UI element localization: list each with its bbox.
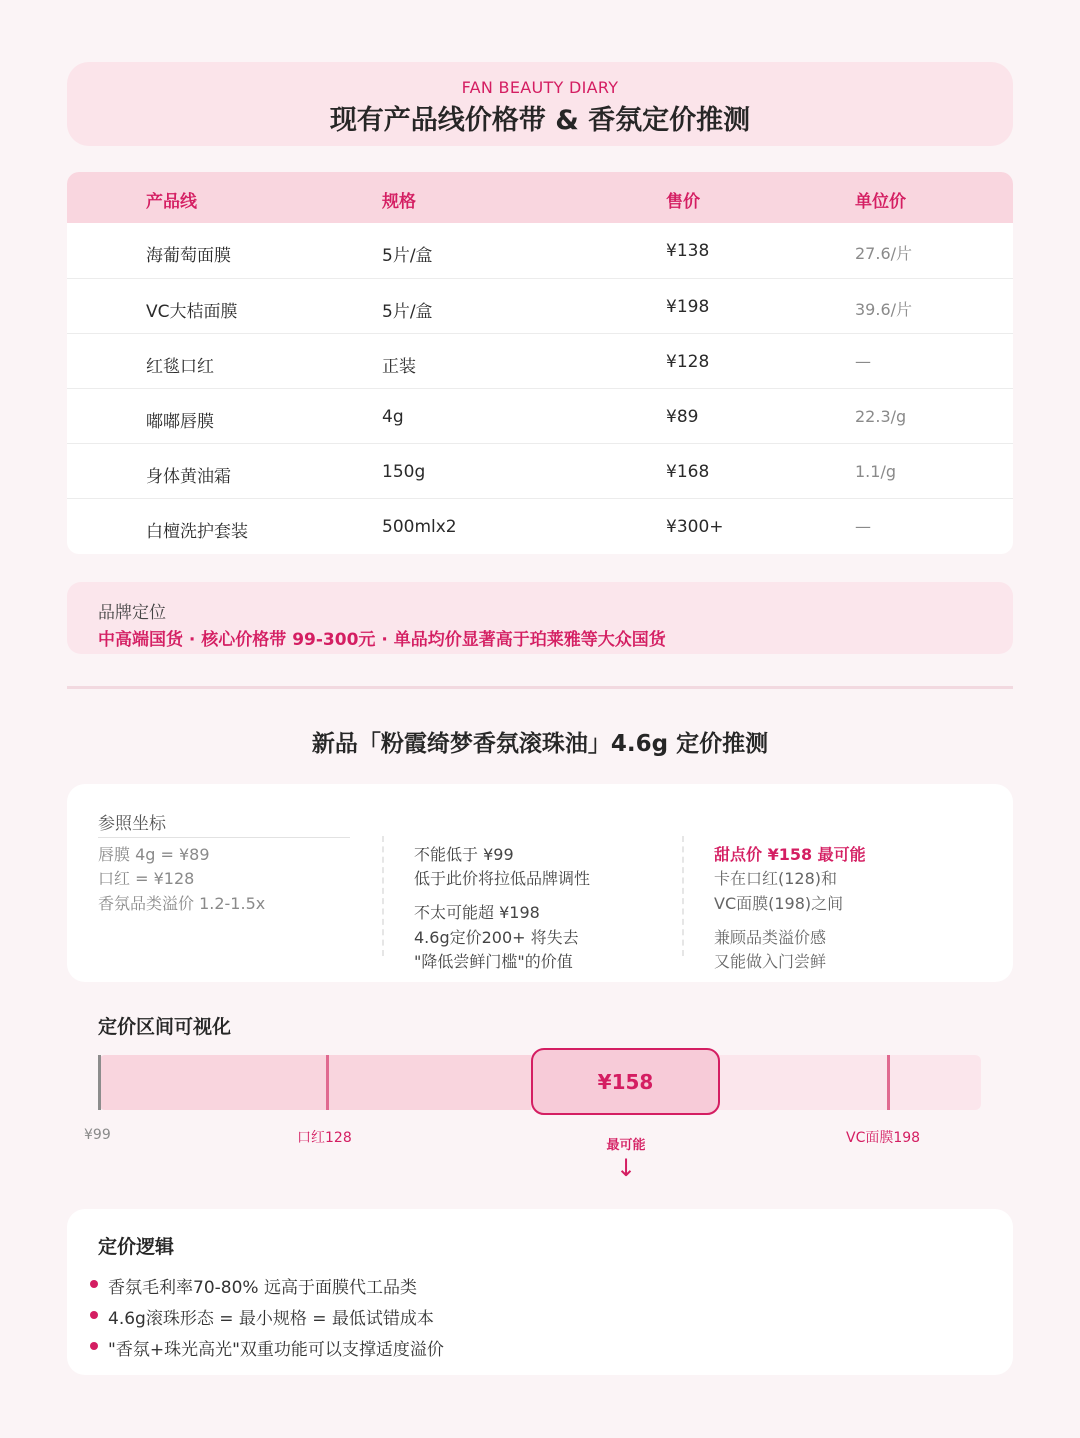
cell-product: 海葡萄面膜 xyxy=(146,246,231,266)
section-title: 新品「粉霞绮梦香氛滚珠油」4.6g 定价推测 xyxy=(311,731,769,757)
band-label-likely: 最可能 xyxy=(606,1138,646,1153)
cell-unit-price: — xyxy=(855,352,871,371)
sweet-price-value: ¥158 xyxy=(597,1070,654,1094)
cell-price: ¥89 xyxy=(666,407,699,427)
cell-unit-price: 39.6/片 xyxy=(855,300,913,319)
sweet-price-note: 又能做入门尝鲜 xyxy=(714,952,827,971)
floor-rule-note: 低于此价将拉低品牌调性 xyxy=(414,869,591,888)
sweet-price-note: VC面膜(198)之间 xyxy=(714,894,844,913)
cell-unit-price: — xyxy=(855,517,871,536)
bullet-dot-icon xyxy=(90,1311,98,1319)
cell-spec: 5片/盒 xyxy=(382,302,433,322)
table-row xyxy=(67,388,1013,444)
cell-spec: 4g xyxy=(382,407,404,427)
cell-product: VC大桔面膜 xyxy=(146,302,238,322)
cell-spec: 150g xyxy=(382,462,426,482)
cell-spec: 正装 xyxy=(382,357,416,377)
section-divider xyxy=(67,686,1013,689)
column-header-spec: 规格 xyxy=(382,192,416,212)
logic-item-text: 4.6g滚珠形态 = 最小规格 = 最低试错成本 xyxy=(108,1309,434,1329)
logic-item xyxy=(108,1335,444,1360)
logic-item-text: "香氛+珠光高光"双重功能可以支撑适度溢价 xyxy=(108,1340,444,1360)
tick-128 xyxy=(326,1055,329,1110)
cell-product: 身体黄油霜 xyxy=(146,467,231,487)
positioning-text: 中高端国货 · 核心价格带 99-300元 · 单品均价显著高于珀莱雅等大众国货 xyxy=(98,630,666,650)
visual-title: 定价区间可视化 xyxy=(98,1016,232,1038)
logic-item xyxy=(108,1304,434,1329)
reference-item: 唇膜 4g = ¥89 xyxy=(98,845,210,864)
brand-positioning-box xyxy=(67,582,1013,654)
band-label-lipstick: 口红128 xyxy=(297,1130,352,1146)
column-divider xyxy=(382,836,384,956)
reference-item: 香氛品类溢价 1.2-1.5x xyxy=(98,894,266,913)
column-header-product: 产品线 xyxy=(146,192,197,212)
sweet-price-marker xyxy=(531,1048,720,1115)
cell-unit-price: 1.1/g xyxy=(855,462,896,481)
tick-99 xyxy=(98,1055,101,1110)
sweet-price-highlight: 甜点价 ¥158 最可能 xyxy=(714,845,866,864)
column-divider xyxy=(682,836,684,956)
header-banner xyxy=(67,62,1013,146)
cell-price: ¥128 xyxy=(666,352,710,372)
band-label-start: ¥99 xyxy=(84,1127,111,1143)
cell-price: ¥198 xyxy=(666,297,710,317)
page-title: 现有产品线价格带 & 香氛定价推测 xyxy=(329,105,751,136)
table-row xyxy=(67,278,1013,334)
header-kicker: FAN BEAUTY DIARY xyxy=(461,78,619,97)
arrow-down-icon: ↓ xyxy=(615,1154,637,1182)
cell-spec: 500mlx2 xyxy=(382,517,457,537)
logic-item xyxy=(108,1273,417,1298)
logic-heading: 定价逻辑 xyxy=(98,1236,175,1258)
band-label-vc: VC面膜198 xyxy=(846,1130,921,1146)
reference-card xyxy=(67,784,1013,982)
cell-price: ¥168 xyxy=(666,462,710,482)
pricing-logic-card xyxy=(67,1209,1013,1375)
logic-item-text: 香氛毛利率70-80% 远高于面膜代工品类 xyxy=(108,1278,417,1298)
floor-rule: 不能低于 ¥99 xyxy=(414,845,514,864)
cell-unit-price: 27.6/片 xyxy=(855,244,913,263)
cell-product: 红毯口红 xyxy=(146,357,214,377)
reference-item: 口红 = ¥128 xyxy=(98,869,195,888)
cell-unit-price: 22.3/g xyxy=(855,407,907,426)
table-row xyxy=(67,333,1013,389)
table-row xyxy=(67,443,1013,499)
table-row xyxy=(67,498,1013,554)
ceiling-rule-note: 4.6g定价200+ 将失去 xyxy=(414,928,579,947)
sweet-price-note: 卡在口红(128)和 xyxy=(714,869,838,888)
cell-price: ¥138 xyxy=(666,241,710,261)
positioning-label: 品牌定位 xyxy=(98,603,166,623)
cell-product: 白檀洗护套装 xyxy=(146,522,248,542)
reference-underline xyxy=(98,837,350,838)
cell-price: ¥300+ xyxy=(666,517,724,537)
tick-198 xyxy=(887,1055,890,1110)
reference-heading: 参照坐标 xyxy=(98,814,166,834)
column-header-price: 售价 xyxy=(666,192,700,212)
ceiling-rule-note: "降低尝鲜门槛"的价值 xyxy=(414,952,573,971)
bullet-dot-icon xyxy=(90,1342,98,1350)
cell-spec: 5片/盒 xyxy=(382,246,433,266)
ceiling-rule: 不太可能超 ¥198 xyxy=(414,903,540,922)
column-header-unit-price: 单位价 xyxy=(855,192,906,212)
cell-product: 嘟嘟唇膜 xyxy=(146,412,214,432)
price-band-segment xyxy=(99,1055,531,1110)
product-table xyxy=(67,172,1013,554)
sweet-price-note: 兼顾品类溢价感 xyxy=(714,928,827,947)
bullet-dot-icon xyxy=(90,1280,98,1288)
table-row xyxy=(67,223,1013,278)
table-header xyxy=(67,172,1013,223)
